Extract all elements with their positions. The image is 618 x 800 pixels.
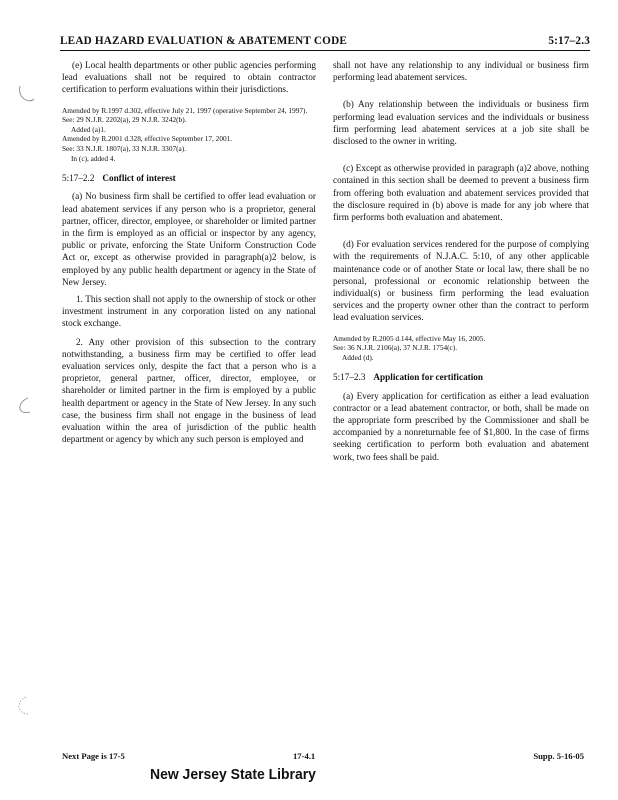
paragraph-d: (d) For evaluation services rendered for the purpose of complying with the requirements of N.J.A.C. 5:10, of any other applicable maintenance code or of another State or local law, there shall be no personal, professional or economic relationship between the individual(s) or business firm performing the lead evaluation services and the property owner other than the contract to perform lead evaluation services.	[333, 240, 589, 324]
paragraph-a: (a) Every application for certification as either a lead evaluation contractor or a lead abatement contractor, or both, shall be made on the appropriate form prescribed by the Commissioner and shall be accompanied by a nonreturnable fee of $1,800. In the case of firms seeking certification to perform both evaluation and abatement work, two fees shall be paid.	[333, 391, 589, 463]
section-title: Conflict of interest	[102, 173, 176, 184]
list-item: 2. Any other provision of this subsection to the contrary notwithstanding, a business firm may be certified to offer lead evaluation services only, despite the fact that a person who is a proprietor, general partner, officer, director, employee, or shareholder or limited partner in the firm is employed by a public health department or agency in the State of New Jersey. In any such case, the business firm shall not engage in the business of lead evaluation within the area of jurisdiction of the public health department or agency by which any such person is employed and	[62, 337, 316, 446]
section-heading	[333, 371, 589, 383]
amendment-note: Amended by R.2005 d.144, effective May 16, 2005.	[333, 333, 486, 343]
amendment-history	[62, 106, 316, 164]
library-stamp: New Jersey State Library	[150, 766, 316, 783]
amendment-note: In (c), added 4.	[71, 153, 116, 163]
amendment-history	[333, 334, 589, 363]
section-number: 5:17–2.3	[333, 372, 366, 383]
page-number: 17-4.1	[293, 751, 316, 761]
hole-punch-mark	[16, 695, 38, 717]
amendment-note: Added (a)1.	[71, 124, 106, 134]
section-number: 5:17–2.2	[62, 173, 95, 184]
paragraph-c: (c) Except as otherwise provided in paragraph (a)2 above, nothing contained in this section shall be deemed to prevent a business firm from offering both evaluation and abatement services provided that the disclosure required in (b) above is made for any job where that firm performs both evaluation and abatement.	[333, 164, 589, 224]
paragraph-a: (a) No business firm shall be certified to offer lead evaluation or lead abatement services if any person who is a proprietor, general partner, officer, director, employee, or shareholder or limited partner in the firm is employed as an official or inspector by any agency, public or private, enforcing the State Uniform Construction Code Act or, except as otherwise provided in paragraph(a)2 below, is employed by any public health department or agency in the State of New Jersey.	[62, 192, 316, 288]
supplement-date: Supp. 5-16-05	[533, 751, 584, 761]
header-section-range: 5:17–2.3	[548, 35, 590, 47]
section-heading	[62, 172, 316, 184]
next-page-note: Next Page is 17-5	[62, 751, 125, 761]
header-title: LEAD HAZARD EVALUATION & ABATEMENT CODE	[60, 35, 348, 47]
amendment-note: See: 33 N.J.R. 1807(a), 33 N.J.R. 3307(a).	[62, 143, 187, 153]
paragraph-e: (e) Local health departments or other public agencies performing lead evaluations shall not be required to obtain contractor certification to perform evaluations within their jurisdictions.	[62, 61, 316, 96]
list-item: 1. This section shall not apply to the ownership of stock or other investment instrument in any corporation listed on any national stock exchange.	[62, 295, 316, 330]
hole-punch-mark	[16, 82, 38, 104]
header-rule	[60, 50, 590, 51]
hole-punch-mark	[16, 395, 38, 417]
amendment-note: Added (d).	[342, 352, 374, 362]
amendment-note: Amended by R.1997 d.302, effective July 21, 1997 (operative September 24, 1997).	[62, 105, 308, 115]
paragraph-b: (b) Any relationship between the individuals or business firm performing lead evaluation services and the individuals or business firm performing lead abatement services at a job site shall be disclosed to the owner in writing.	[333, 100, 589, 148]
left-column	[62, 60, 316, 452]
amendment-note: See: 36 N.J.R. 2106(a), 37 N.J.R. 1754(c).	[333, 343, 458, 353]
section-title: Application for certification	[373, 372, 483, 383]
right-column	[333, 60, 589, 469]
amendment-note: Amended by R.2001 d.328, effective September 17, 2001.	[62, 134, 233, 144]
continued-paragraph: shall not have any relationship to any individual or business firm performing lead abatement services.	[333, 61, 589, 84]
amendment-note: See: 29 N.J.R. 2202(a), 29 N.J.R. 3242(b).	[62, 115, 187, 125]
running-header	[60, 31, 590, 51]
